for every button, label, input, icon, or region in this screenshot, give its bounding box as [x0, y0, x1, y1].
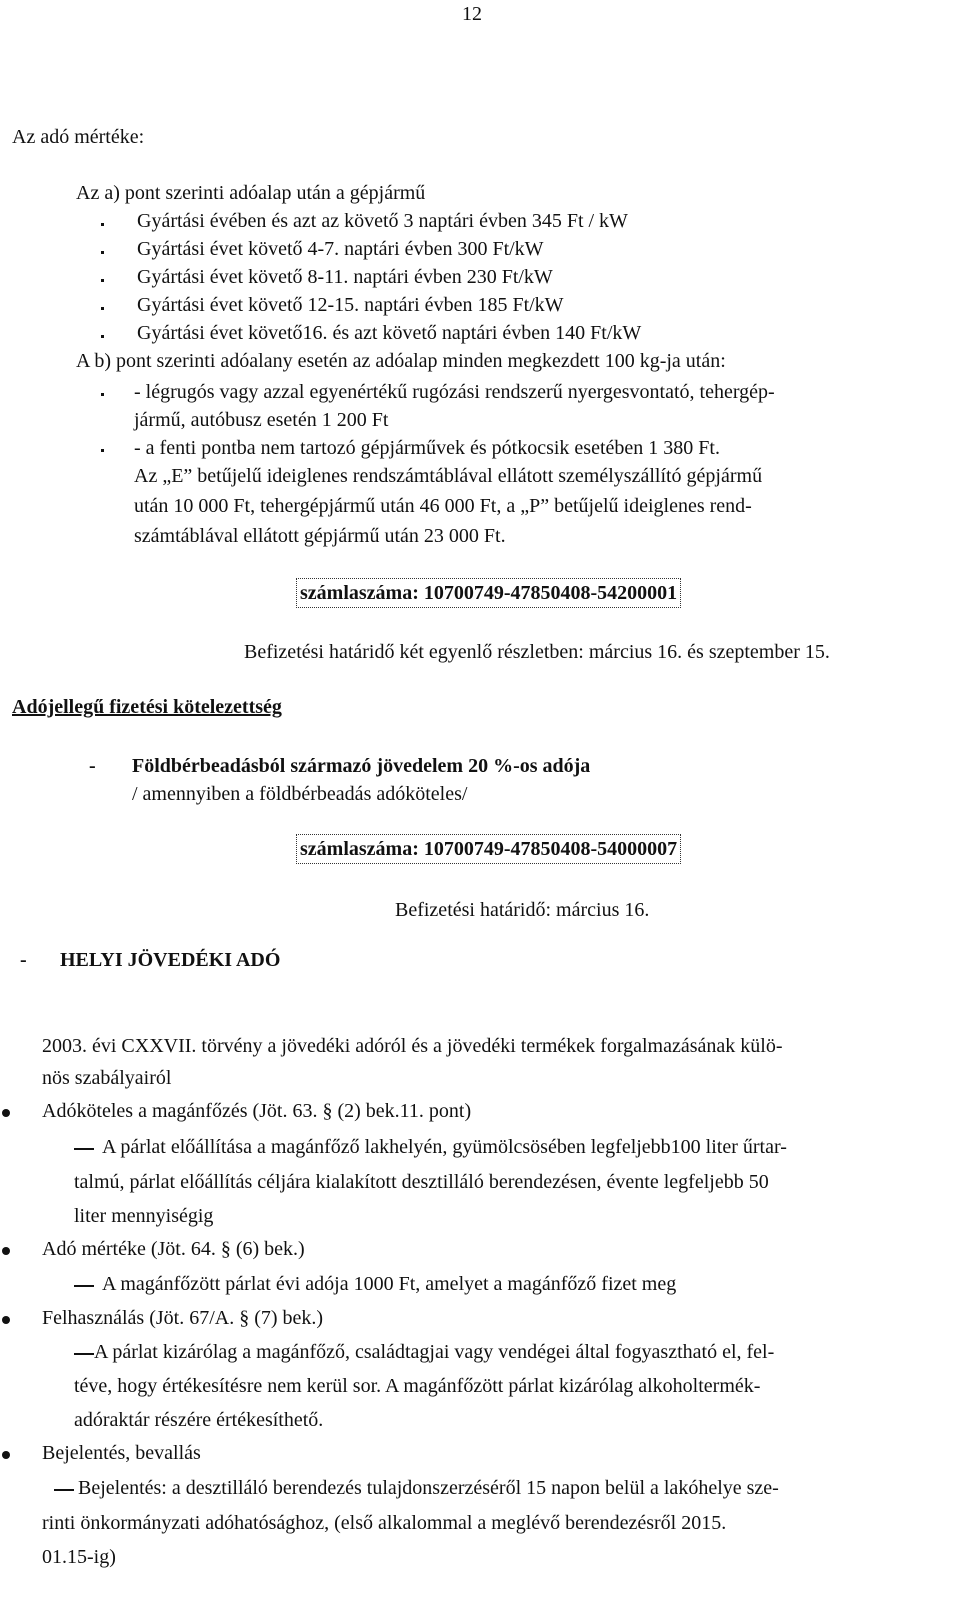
law-reference-line: nös szabályairól [42, 1067, 172, 1089]
section-heading-tax-rate: Az adó mértéke: [12, 126, 145, 148]
round-bullet-icon [2, 1247, 10, 1255]
account-number-box: számlaszáma: 10700749-47850408-54200001 [296, 578, 681, 608]
excise-bullet-line: rinti önkormányzati adóhatósághoz, (első alkalommal a meglévő berendezésről 2015. [42, 1512, 727, 1534]
excise-bullet-line: téve, hogy értékesítésre nem kerül sor. A magánfőzött párlat kizárólag alkoholtermék- [74, 1375, 761, 1397]
square-bullet-icon [101, 223, 104, 226]
square-bullet-icon [101, 251, 104, 254]
excise-bullet-line: liter mennyiségig [74, 1205, 214, 1227]
a-intro: Az a) pont szerinti adóalap után a gépjármű [76, 182, 426, 204]
temp-plate-line: Az „E” betűjelű ideiglenes rendszámtáblával ellátott személyszállító gépjármű [134, 465, 763, 487]
land-rent-tax-note: / amennyiben a földbérbeadás adóköteles/ [132, 783, 468, 805]
page-number: 12 [462, 3, 482, 25]
law-reference-line: 2003. évi CXXVII. törvény a jövedéki adóról és a jövedéki termékek forgalmazásának külö- [42, 1035, 783, 1057]
excise-bullet-title: Adóköteles a magánfőzés (Jöt. 63. § (2) bek.11. pont) [42, 1100, 472, 1122]
square-bullet-icon [101, 335, 104, 338]
dash-icon [54, 1489, 74, 1491]
excise-bullet-line: A magánfőzött párlat évi adója 1000 Ft, amelyet a magánfőző fizet meg [102, 1273, 677, 1295]
dash-marker: - [89, 755, 96, 777]
excise-bullet-title: Felhasználás (Jöt. 67/A. § (7) bek.) [42, 1307, 324, 1329]
dash-marker: - [20, 949, 27, 971]
round-bullet-icon [2, 1109, 10, 1117]
excise-bullet-line: 01.15-ig) [42, 1546, 116, 1568]
payment-deadline: Befizetési határidő két egyenlő részletben: március 16. és szeptember 15. [244, 641, 830, 663]
excise-bullet-line: talmú, párlat előállítás céljára kialakított desztilláló berendezésen, évente legfeljebb 50 [74, 1171, 769, 1193]
square-bullet-icon [101, 449, 104, 452]
temp-plate-line: után 10 000 Ft, tehergépjármű után 46 000 Ft, a „P” betűjelű ideiglenes rend- [134, 495, 752, 517]
b-item-line: jármű, autóbusz esetén 1 200 Ft [134, 409, 389, 431]
temp-plate-line: számtáblával ellátott gépjármű után 23 000 Ft. [134, 525, 506, 547]
b-intro: A b) pont szerinti adóalany esetén az adóalap minden megkezdett 100 kg-ja után: [76, 350, 726, 372]
section-heading-obligation: Adójellegű fizetési kötelezettség [12, 696, 282, 718]
dash-icon [74, 1285, 94, 1287]
rate-item: Gyártási évet követő 8-11. naptári évben 230 Ft/kW [137, 266, 553, 288]
square-bullet-icon [101, 279, 104, 282]
land-rent-tax-title: Földbérbeadásból származó jövedelem 20 %-os adója [132, 755, 591, 777]
excise-bullet-title: Bejelentés, bevallás [42, 1442, 201, 1464]
excise-bullet-line: Bejelentés: a desztilláló berendezés tulajdonszerzéséről 15 napon belül a lakóhelye sze- [78, 1477, 779, 1499]
excise-bullet-line: adóraktár részére értékesíthető. [74, 1409, 324, 1431]
rate-item: Gyártási évet követő 4-7. naptári évben 300 Ft/kW [137, 238, 544, 260]
square-bullet-icon [101, 393, 104, 396]
account-number-box: számlaszáma: 10700749-47850408-54000007 [296, 834, 681, 864]
excise-bullet-title: Adó mértéke (Jöt. 64. § (6) bek.) [42, 1238, 305, 1260]
rate-item: Gyártási évet követő 12-15. naptári évben 185 Ft/kW [137, 294, 564, 316]
excise-bullet-line: A párlat kizárólag a magánfőző, családtagjai vagy vendégei által fogyasztható el, fel- [94, 1341, 775, 1363]
round-bullet-icon [2, 1451, 10, 1459]
round-bullet-icon [2, 1316, 10, 1324]
dash-icon [74, 1353, 94, 1355]
section-heading-excise: HELYI JÖVEDÉKI ADÓ [60, 949, 281, 971]
rate-item: Gyártási évében és azt az követő 3 naptári évben 345 Ft / kW [137, 210, 628, 232]
excise-bullet-line: A párlat előállítása a magánfőző lakhelyén, gyümölcsösében legfeljebb100 liter űrtar- [102, 1136, 787, 1158]
payment-deadline: Befizetési határidő: március 16. [395, 899, 650, 921]
b-item-line: - a fenti pontba nem tartozó gépjárművek és pótkocsik esetében 1 380 Ft. [134, 437, 720, 459]
square-bullet-icon [101, 307, 104, 310]
b-item-line: - légrugós vagy azzal egyenértékű rugózási rendszerű nyergesvontató, tehergép- [134, 381, 775, 403]
dash-icon [74, 1148, 94, 1150]
rate-item: Gyártási évet követő16. és azt követő naptári évben 140 Ft/kW [137, 322, 642, 344]
